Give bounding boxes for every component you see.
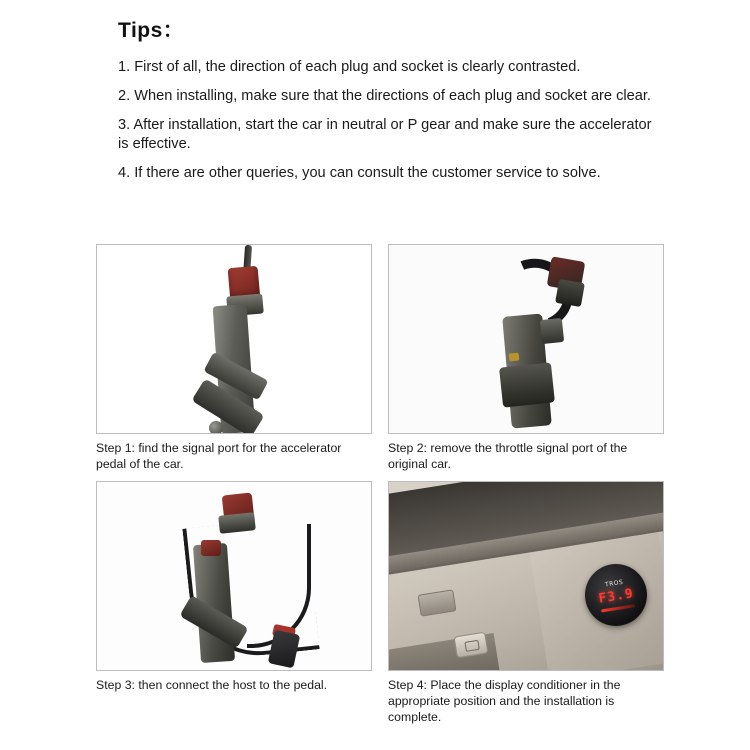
display-brand-label: TROS [604, 578, 624, 589]
steps-grid [96, 244, 666, 726]
tip-item-3: 3. After installation, start the car in neutral or P gear and make sure the accelerator is effective. [118, 117, 652, 152]
throttle-contact-pin [509, 352, 520, 361]
step2-photo [388, 244, 664, 434]
step-cell-3 [96, 481, 374, 726]
step-cell-1 [96, 244, 374, 473]
step-cell-2 [388, 244, 666, 473]
removed-throttle-plug-base [555, 279, 585, 307]
tip-item-1: 1. First of all, the direction of each plug and socket is clearly contrasted. [118, 59, 581, 75]
tip-item-4: 4. If there are other queries, you can consult the customer service to solve. [118, 164, 601, 181]
harness-top-connector-base [218, 512, 256, 534]
tips-section [118, 14, 658, 193]
step-cell-4 [388, 481, 666, 726]
step3-photo [96, 481, 372, 671]
throttle-block [499, 362, 555, 407]
step4-caption: Step 4: Place the display conditioner in the appropriate position and the installation is complete. [388, 677, 621, 724]
throttle-side-socket [540, 318, 564, 344]
step3-caption: Step 3: then connect the host to the pedal. [96, 677, 328, 692]
page-title: Tips： [118, 19, 185, 42]
step2-caption: Step 2: remove the throttle signal port of the original car. [388, 441, 628, 471]
tip-item-2: 2. When installing, make sure that the directions of each plug and socket are clear. [118, 88, 651, 105]
step1-photo [96, 244, 372, 434]
step1-caption: Step 1: find the signal port for the accelerator pedal of the car. [96, 441, 342, 471]
display-reading-value: F3.9 [597, 586, 635, 607]
harness-red-connector [201, 540, 221, 556]
pedal-bolt [209, 421, 223, 434]
step4-photo [388, 481, 664, 671]
